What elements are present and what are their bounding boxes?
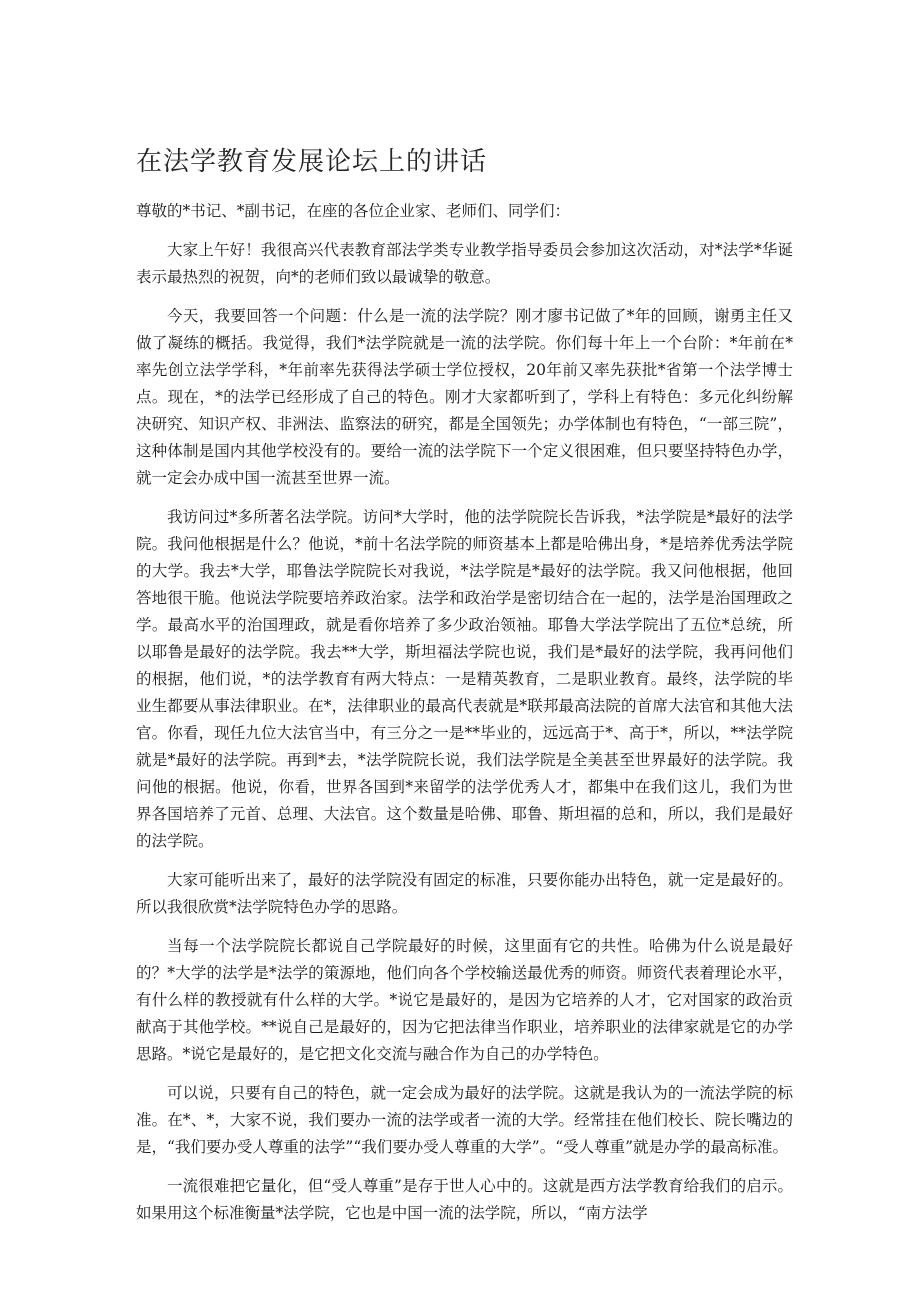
paragraph: 当每一个法学院院长都说自己学院最好的时候，这里面有它的共性。哈佛为什么说是最好的？*大学的法学是*法学的策源地，他们向各个学校输送最优秀的师资。师资代表着理论水平，有什么样的教授就有什么样的大学。*说它是最好的，是因为它培养的人才，它对国家的政治贡献高于其他学校。**说自己是最好的，因为它把法律当作职业，培养职业的法律家就是它的办学思路。*说它是最好的，是它把文化交流与融合作为自己的办学特色。 — [136, 937, 793, 1063]
salutation: 尊敬的*书记、*副书记，在座的各位企业家、老师们、同学们： — [136, 202, 571, 220]
paragraph: 可以说，只要有自己的特色，就一定会成为最好的法学院。这就是我认为的一流法学院的标准。在*、*，大家不说，我们要办一流的法学或者一流的大学。经常挂在他们校长、院长嘴边的是，“我们要办受人尊重的法学”“我们要办受人尊重的大学”。“受人尊重”就是办学的最高标准。 — [136, 1084, 793, 1156]
paragraph: 大家可能听出来了，最好的法学院没有固定的标准，只要你能办出特色，就一定是最好的。所以我很欣赏*法学院特色办学的思路。 — [136, 871, 793, 916]
paragraph: 大家上午好！我很高兴代表教育部法学类专业教学指导委员会参加这次活动，对*法学*华诞表示最热烈的祝贺，向*的老师们致以最诚挚的敬意。 — [136, 241, 793, 286]
document-title: 在法学教育发展论坛上的讲话 — [136, 147, 488, 177]
document-body — [136, 142, 793, 1239]
paragraph: 今天，我要回答一个问题：什么是一流的法学院？刚才廖书记做了*年的回顾，谢勇主任又做了凝练的概括。我觉得，我们*法学院就是一流的法学院。你们每十年上一个台阶：*年前在*率先创立法学学科，*年前率先获得法学硕士学位授权，20年前又率先获批*省第一个法学博士点。现在，*的法学已经形成了自己的特色。刚才大家都听到了，学科上有特色：多元化纠纷解决研究、知识产权、非洲法、监察法的研究，都是全国领先；办学体制也有特色，“一部三院”，这种体制是国内其他学校没有的。要给一流的法学院下一个定义很困难，但只要坚持特色办学，就一定会办成中国一流甚至世界一流。 — [136, 307, 793, 487]
paragraph: 我访问过*多所著名法学院。访问*大学时，他的法学院院长告诉我，*法学院是*最好的法学院。我问他根据是什么？他说，*前十名法学院的师资基本上都是哈佛出身，*是培养优秀法学院的大学。我去*大学，耶鲁法学院院长对我说，*法学院是*最好的法学院。我又问他根据，他回答地很干脆。他说法学院要培养政治家。法学和政治学是密切结合在一起的，法学是治国理政之学。最高水平的治国理政，就是看你培养了多少政治领袖。耶鲁大学法学院出了五位*总统，所以耶鲁是最好的法学院。我去**大学，斯坦福法学院也说，我们是*最好的法学院，我再问他们的根据，他们说，*的法学教育有两大特点：一是精英教育，二是职业教育。最终，法学院的毕业生都要从事法律职业。在*，法律职业的最高代表就是*联邦最高法院的首席大法官和其他大法官。你看，现任九位大法官当中，有三分之一是**毕业的，远远高于*、高于*，所以，**法学院就是*最好的法学院。再到*去，*法学院院长说，我们法学院是全美甚至世界最好的法学院。我问他的根据。他说，你看，世界各国到*来留学的法学优秀人才，都集中在我们这儿，我们为世界各国培养了元首、总理、大法官。这个数量是哈佛、耶鲁、斯坦福的总和，所以，我们是最好的法学院。 — [136, 508, 793, 850]
paragraph: 一流很难把它量化，但“受人尊重”是存于世人心中的。这就是西方法学教育给我们的启示。如果用这个标准衡量*法学院，它也是中国一流的法学院，所以，“南方法学 — [136, 1177, 793, 1222]
